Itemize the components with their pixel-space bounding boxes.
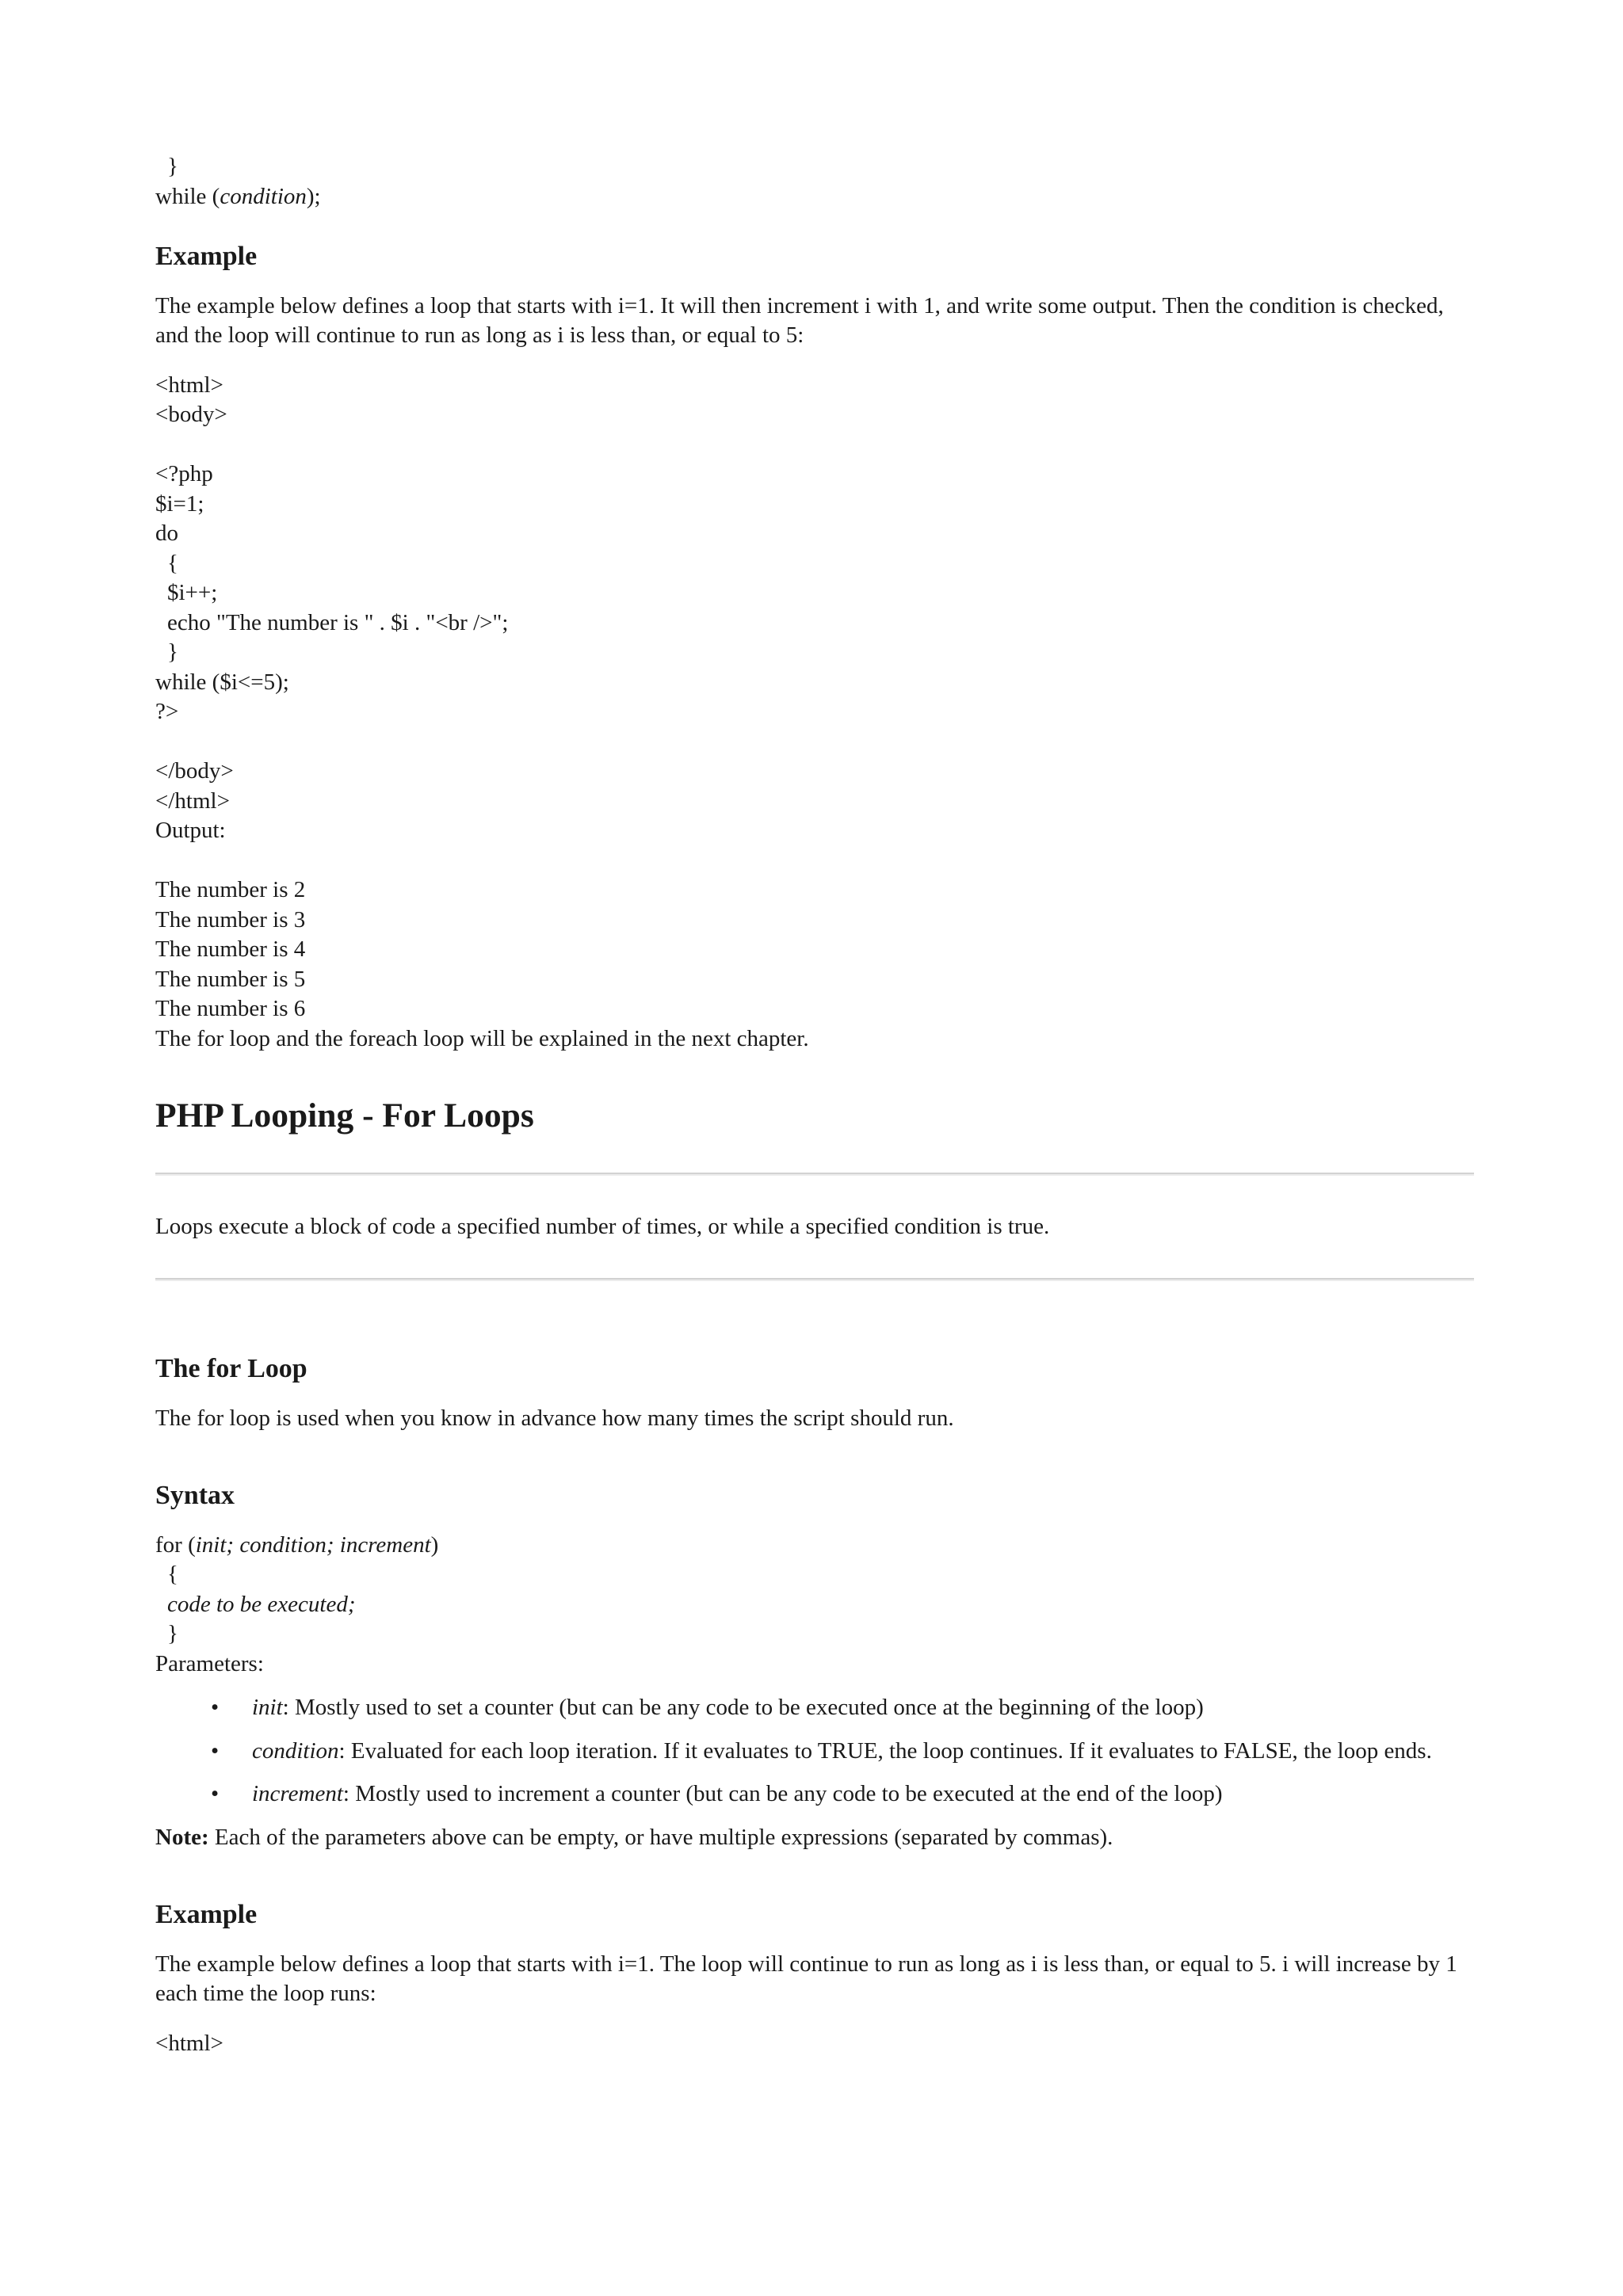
code-line: <html> [155, 2030, 223, 2056]
code-line: ?> [155, 699, 179, 724]
code-line: while ($i<=5); [155, 669, 289, 695]
code-line: { [167, 550, 178, 576]
list-item: • increment: Mostly used to increment a counter (but can be any code to be executed at the end of the loop) [252, 1779, 1474, 1810]
code-line: echo "The number is " . $i . "<br />"; [167, 609, 509, 635]
code-line: } [167, 639, 178, 665]
code-line: </html> [155, 788, 230, 814]
list-item: • init: Mostly used to set a counter (but can be any code to be executed once at the beginning of the loop) [252, 1693, 1474, 1723]
output-line: The number is 6 [155, 996, 306, 1021]
parameters-label: Parameters: [155, 1650, 264, 1676]
output-line: The number is 3 [155, 906, 306, 933]
code-line: <html> [155, 372, 223, 398]
syntax-brace-close: } [167, 1621, 178, 1646]
document-page [155, 152, 1474, 2058]
closing-note: The for loop and the foreach loop will be explained in the next chapter. [155, 1025, 809, 1051]
section-intro: Loops execute a block of code a specified number of times, or while a specified condition is true. [155, 1213, 1050, 1239]
code-line: <?php [155, 461, 213, 486]
syntax-code [155, 1531, 1474, 1650]
section-title: PHP Looping - For Loops [155, 1097, 534, 1135]
code-blank-line [155, 430, 1474, 460]
example-heading: Example [155, 1900, 258, 1929]
code-brace-close: } [167, 154, 178, 179]
output-line: The number is 2 [155, 877, 306, 902]
syntax-brace-open: { [167, 1562, 178, 1587]
output-block [155, 875, 1474, 1024]
for-loop-heading: The for Loop [155, 1354, 307, 1383]
code-line: <body> [155, 402, 227, 427]
code-line: $i++; [167, 580, 218, 605]
example-description: The example below defines a loop that starts with i=1. The loop will continue to run as long as i is less than, or equal to 5. i will increase by 1 each time the loop runs: [155, 1951, 1457, 2006]
output-blank-line [155, 846, 1474, 876]
example-description: The example below defines a loop that starts with i=1. It will then increment i with 1, and write some output. Then the condition is checked, and the loop will continue to run as long as i is less than, or equal to 5: [155, 292, 1444, 348]
code-while-syntax: while (condition); [155, 183, 321, 209]
example-heading: Example [155, 242, 258, 271]
code-line: </body> [155, 758, 234, 784]
code-line: do [155, 521, 178, 546]
syntax-for-line: for (init; condition; increment) [155, 1531, 439, 1558]
parameters-list [155, 1693, 1474, 1810]
syntax-heading: Syntax [155, 1481, 235, 1510]
output-line: The number is 4 [155, 936, 306, 962]
note: Note: Each of the parameters above can be empty, or have multiple expressions (separated by commas). [155, 1824, 1113, 1850]
syntax-body: code to be executed; [167, 1591, 356, 1617]
code-line: $i=1; [155, 490, 204, 517]
code-example-do-while [155, 371, 1474, 817]
output-line: The number is 5 [155, 966, 306, 992]
list-item: • condition: Evaluated for each loop iteration. If it evaluates to TRUE, the loop continues. If it evaluates to FALSE, the loop ends. [252, 1737, 1474, 1767]
output-label: Output: [155, 818, 226, 843]
code-blank-line [155, 727, 1474, 757]
for-loop-description: The for loop is used when you know in advance how many times the script should run. [155, 1405, 954, 1431]
